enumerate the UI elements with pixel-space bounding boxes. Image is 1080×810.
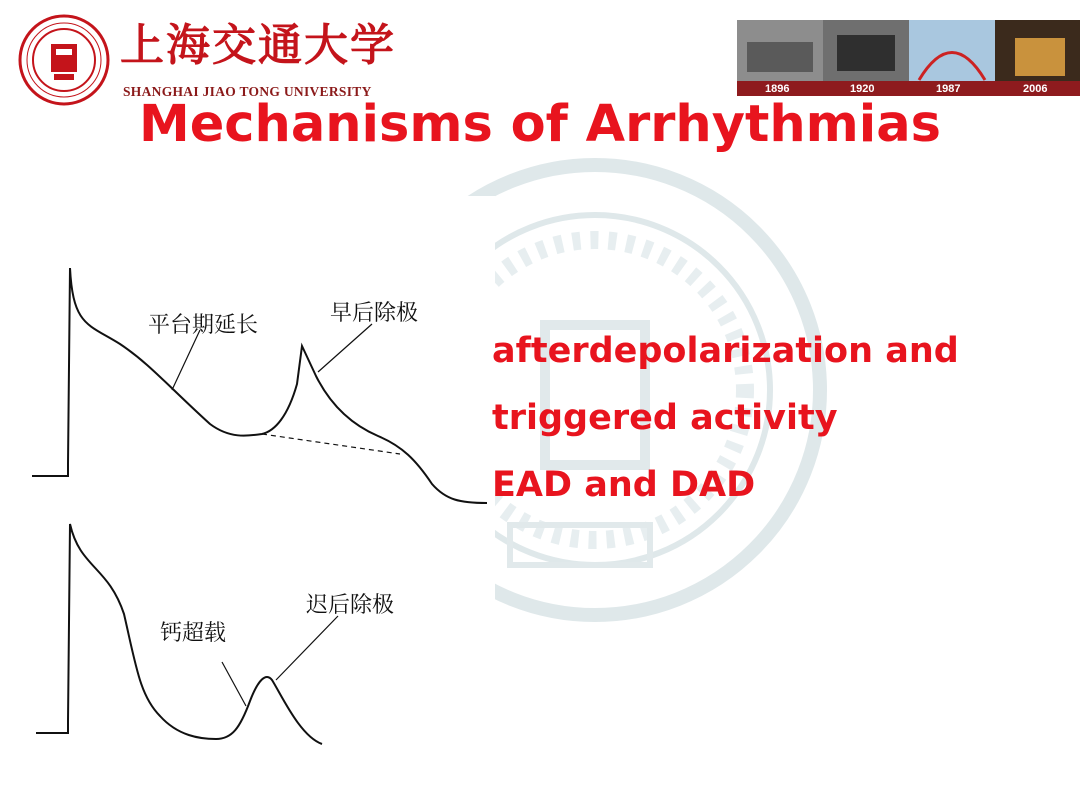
year-label: 1987 xyxy=(936,83,961,95)
slide-title: Mechanisms of Arrhythmias xyxy=(138,95,942,154)
university-name-chinese: 上海交通大学 xyxy=(120,20,396,71)
diagram-label-calcium-overload: 钙超载 xyxy=(160,621,227,646)
bullet-list xyxy=(492,318,959,519)
year-label: 1896 xyxy=(765,83,790,95)
university-name-english: SHANGHAI JIAO TONG UNIVERSITY xyxy=(123,84,372,99)
year-label: 2006 xyxy=(1023,83,1048,95)
diagram-label-delayed-afterdepolarization: 迟后除极 xyxy=(306,593,395,618)
bullet-item: afterdepolarization and xyxy=(492,331,959,371)
year-label: 1920 xyxy=(850,83,875,95)
ead-action-potential-trace xyxy=(32,268,487,503)
history-photo-strip xyxy=(737,20,1080,96)
diagram-label-plateau-prolongation: 平台期延长 xyxy=(148,313,259,338)
afterdepolarization-diagram xyxy=(0,196,495,776)
bullet-item: EAD and DAD xyxy=(492,465,756,505)
bullet-item: triggered activity xyxy=(492,398,838,438)
diagram-label-early-afterdepolarization: 早后除极 xyxy=(330,301,419,326)
